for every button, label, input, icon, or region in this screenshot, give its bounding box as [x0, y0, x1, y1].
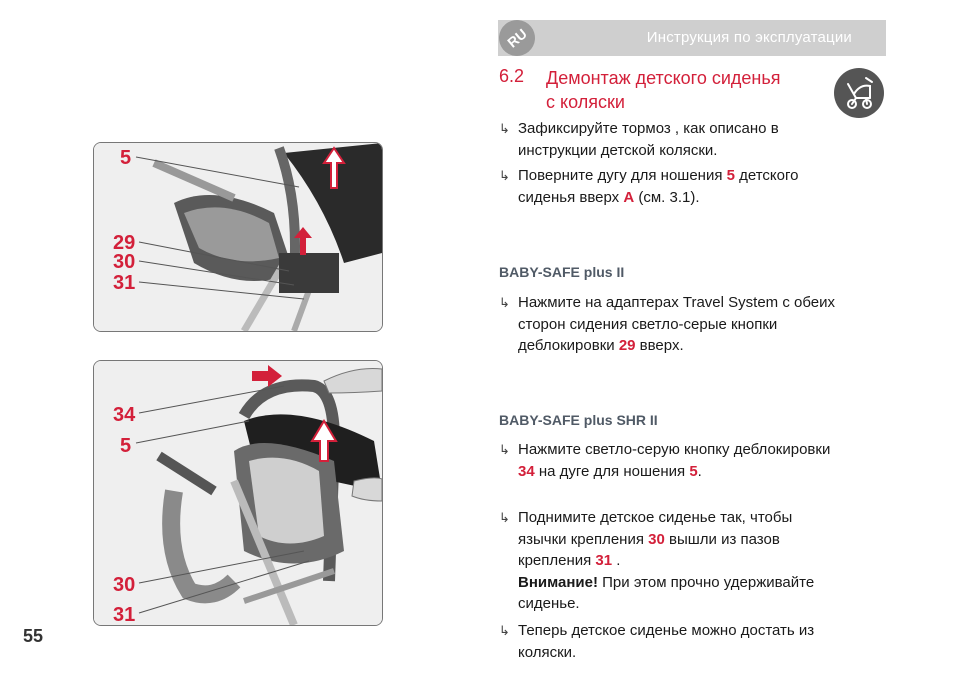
- step-3-line1: Нажмите на адаптерах Travel System с обеих: [518, 294, 835, 311]
- step-4-line2: [518, 461, 888, 483]
- step-5: [499, 507, 888, 615]
- figure-1-drawing: [94, 143, 382, 331]
- figure-2-illustration: [93, 360, 383, 626]
- warning-line1: [518, 572, 888, 594]
- step-2-line2: [518, 187, 888, 209]
- warning-text: При этом прочно удерживайте: [597, 573, 815, 591]
- warning-label: Внимание!: [518, 573, 598, 591]
- section-title: [546, 66, 836, 114]
- arrow-bullet-icon: ↳: [499, 295, 510, 310]
- step-1-line1: Зафиксируйте тормоз , как описано в: [518, 120, 779, 137]
- step-6: [499, 620, 888, 663]
- step-3-line2: сторон сидения светло-серые кнопки: [518, 315, 778, 333]
- step-3-text: деблокировки: [518, 337, 619, 354]
- ref-number: 30: [648, 530, 665, 548]
- ref-number: 31: [595, 552, 613, 569]
- ref-number: 5: [726, 167, 735, 184]
- warning-line2: сиденье.: [518, 595, 580, 612]
- section-title-line1: Демонтаж детского сиденья: [546, 68, 781, 88]
- step-5-text: язычки крепления: [518, 530, 649, 548]
- step-5-text: вышли из пазов: [664, 530, 780, 548]
- callout-number: 5: [120, 147, 132, 169]
- step-2-text: (см. 3.1).: [634, 188, 700, 206]
- step-5-line2: [518, 529, 888, 551]
- callout-number: 31: [113, 272, 136, 294]
- step-6-line1: Теперь детское сиденье можно достать из: [518, 622, 815, 639]
- ref-letter: A: [623, 188, 635, 206]
- step-5-line1: Поднимите детское сиденье так, чтобы: [518, 509, 793, 526]
- step-2-text: детского: [734, 167, 799, 184]
- language-badge: RU: [492, 13, 543, 64]
- step-3-text: вверх.: [635, 337, 684, 354]
- figure-2-drawing: [94, 361, 382, 625]
- callout-number: 29: [113, 232, 136, 254]
- step-4-text: .: [697, 462, 702, 480]
- step-2-text: Поверните дугу для ношения: [518, 167, 727, 184]
- callout-number: 30: [113, 574, 136, 596]
- step-5-text: .: [612, 552, 621, 569]
- step-5-line3: [518, 550, 888, 572]
- step-3-line3: [518, 335, 888, 357]
- step-3: [499, 292, 888, 357]
- arrow-bullet-icon: ↳: [499, 442, 510, 457]
- header-title: Инструкция по эксплуатации: [646, 29, 852, 46]
- step-4-text: на дуге для ношения: [534, 462, 690, 480]
- arrow-bullet-icon: ↳: [499, 510, 510, 525]
- page-number: 55: [23, 626, 44, 646]
- step-4: [499, 439, 888, 482]
- step-5-text: крепления: [518, 552, 596, 569]
- step-4-line1: Нажмите светло-серую кнопку деблокировки: [518, 441, 831, 458]
- figure-1-illustration: [93, 142, 383, 332]
- ref-number: 5: [689, 462, 698, 480]
- arrow-bullet-icon: ↳: [499, 121, 510, 136]
- subheading-baby-safe-plus-shr-ii: BABY-SAFE plus SHR II: [499, 412, 658, 428]
- stroller-icon: [834, 68, 884, 118]
- step-2: [499, 165, 888, 208]
- callout-number: 34: [113, 404, 136, 426]
- step-2-text: сиденья вверх: [518, 188, 624, 206]
- callout-number: 30: [113, 251, 136, 273]
- section-number: 6.2: [499, 66, 525, 86]
- ref-number: 34: [518, 462, 535, 480]
- callout-number: 5: [120, 435, 132, 457]
- callout-number: 31: [113, 604, 136, 626]
- ref-number: 29: [618, 337, 636, 354]
- step-1: [499, 118, 888, 161]
- step-6-line2: коляски.: [518, 643, 577, 661]
- subheading-baby-safe-plus-ii: BABY-SAFE plus II: [499, 264, 625, 280]
- section-title-line2: с коляски: [546, 92, 625, 112]
- step-1-line2: инструкции детской коляски.: [518, 141, 718, 159]
- arrow-bullet-icon: ↳: [499, 623, 510, 638]
- step-2-line1: [518, 165, 888, 187]
- arrow-bullet-icon: ↳: [499, 168, 510, 183]
